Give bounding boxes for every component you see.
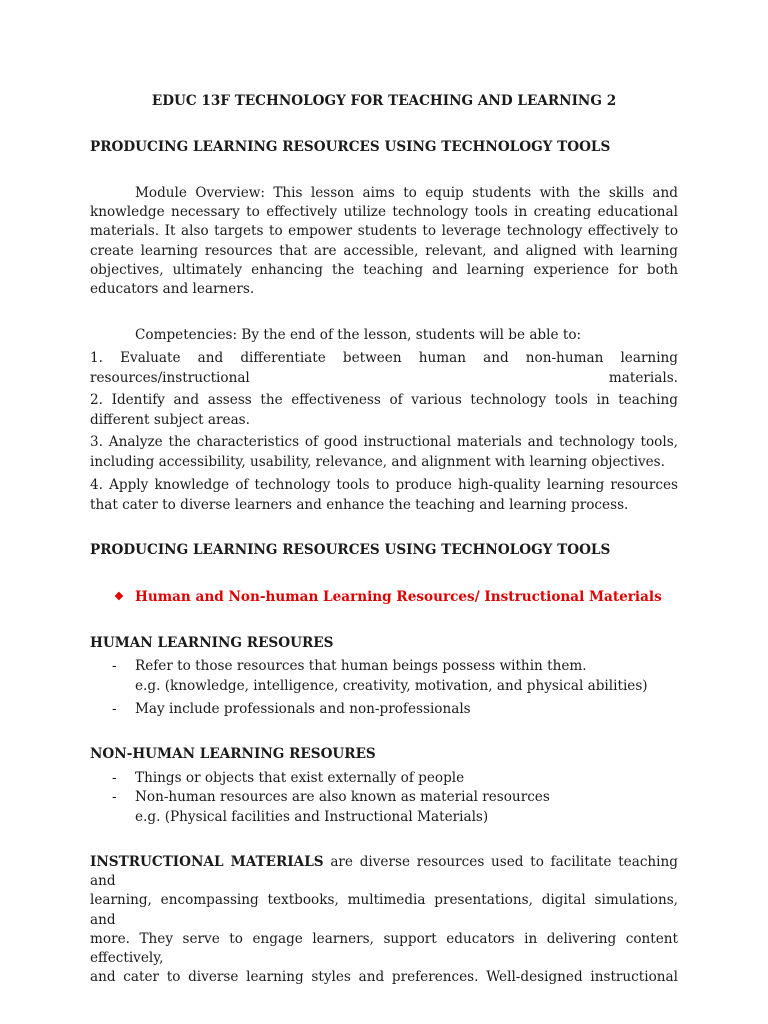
list-item-nonhuman-2 bbox=[112, 788, 672, 827]
list-item-example: e.g. (Physical facilities and Instructional Materials) bbox=[135, 808, 489, 825]
list-item-text: Non-human resources are also known as material resources bbox=[135, 789, 550, 805]
dash-bullet: - bbox=[112, 701, 117, 717]
module-overview-paragraph: Module Overview: This lesson aims to equip students with the skills and knowledge necessary to effectively utilize technology tools in creating educational materials. It also targets to empower students to leverage technology effectively to create learning resources that are accessible, relevant, and aligned with learning objectives, ultimately enhancing the teaching and learning experience for both educators and learners. bbox=[90, 185, 678, 298]
red-bullet-heading bbox=[114, 589, 662, 605]
instructional-materials-paragraph bbox=[90, 853, 678, 987]
list-item-example: e.g. (knowledge, intelligence, creativity, motivation, and physical abilities) bbox=[135, 677, 648, 694]
im-line-1-rest: are diverse resources used to facilitate teaching and bbox=[90, 854, 678, 890]
im-line-1 bbox=[90, 853, 678, 891]
list-item-text: Refer to those resources that human beings possess within them. bbox=[135, 658, 587, 674]
competencies-intro: Competencies: By the end of the lesson, students will be able to: bbox=[135, 327, 582, 343]
dash-bullet: - bbox=[112, 658, 117, 674]
red-bullet-text: Human and Non-human Learning Resources/ Instructional Materials bbox=[135, 589, 662, 605]
im-term: INSTRUCTIONAL MATERIALS bbox=[90, 854, 324, 870]
list-item-text: Things or objects that exist externally of people bbox=[135, 770, 465, 786]
section-heading-producing-resources: PRODUCING LEARNING RESOURCES USING TECHNOLOGY TOOLS bbox=[90, 139, 611, 155]
non-human-learning-resources-heading: NON-HUMAN LEARNING RESOURES bbox=[90, 746, 376, 762]
im-line-2: learning, encompassing textbooks, multimedia presentations, digital simulations, and bbox=[90, 892, 678, 928]
section-heading-producing-resources-2: PRODUCING LEARNING RESOURCES USING TECHNOLOGY TOOLS bbox=[90, 542, 611, 558]
competency-item-4: 4. Apply knowledge of technology tools to produce high-quality learning resources that cater to diverse learners and enhance the teaching and learning process. bbox=[90, 477, 678, 513]
list-item-human-1 bbox=[112, 657, 672, 696]
list-item-human-2 bbox=[112, 700, 672, 720]
list-item-nonhuman-1 bbox=[112, 769, 672, 789]
list-item-text: May include professionals and non-professionals bbox=[135, 701, 471, 717]
diamond-bullet-icon: ❖ bbox=[114, 590, 124, 603]
im-line-4: and cater to diverse learning styles and preferences. Well-designed instructional bbox=[90, 969, 678, 986]
human-learning-resources-heading: HUMAN LEARNING RESOURES bbox=[90, 635, 334, 651]
competency-item-1: 1. Evaluate and differentiate between human and non-human learning resources/instructional materials. bbox=[90, 350, 678, 386]
competency-item-3: 3. Analyze the characteristics of good instructional materials and technology tools, including accessibility, usability, relevance, and alignment with learning objectives. bbox=[90, 434, 678, 470]
dash-bullet: - bbox=[112, 789, 117, 805]
document-title: EDUC 13F TECHNOLOGY FOR TEACHING AND LEARNING 2 bbox=[151, 93, 617, 109]
im-line-3: more. They serve to engage learners, support educators in delivering content effectively, bbox=[90, 930, 678, 967]
competency-item-2: 2. Identify and assess the effectiveness of various technology tools in teaching different subject areas. bbox=[90, 392, 678, 428]
dash-bullet: - bbox=[112, 770, 117, 786]
